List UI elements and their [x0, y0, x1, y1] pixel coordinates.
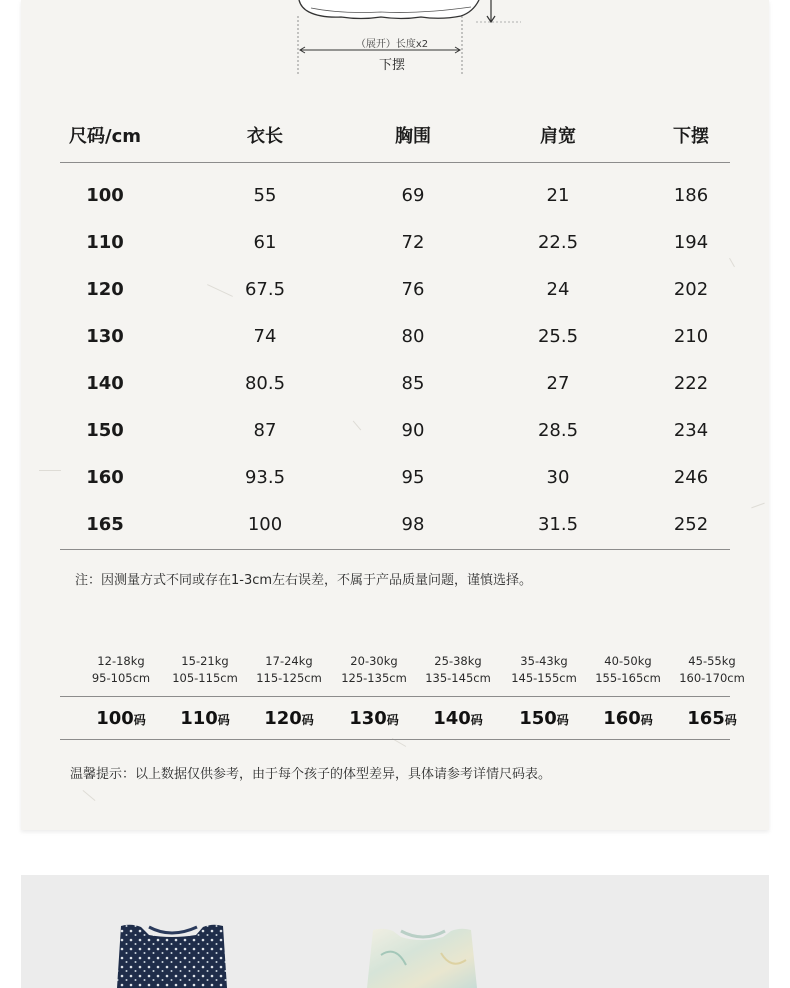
weight-range: 40-50kg — [604, 654, 652, 668]
product-preview — [21, 875, 769, 988]
size-table-header — [60, 112, 730, 163]
height-range: 145-155cm — [511, 671, 577, 685]
size-label — [603, 708, 653, 729]
size-number: 160 — [603, 708, 641, 729]
size-unit: 码 — [133, 713, 146, 727]
height-range: 160-170cm — [679, 671, 745, 685]
measurement-note: 注：因测量方式不同或存在1-3cm左右误差，不属于产品质量问题，谨慎选择。 — [75, 573, 533, 588]
weight-range: 45-55kg — [688, 654, 736, 668]
size-unit: 码 — [724, 713, 737, 727]
header-size: 尺码/cm — [69, 126, 141, 147]
length-cell: 61 — [253, 232, 277, 253]
size-number: 110 — [180, 708, 218, 729]
chest-cell: 85 — [401, 373, 425, 394]
size-table — [60, 112, 730, 550]
size-cell: 110 — [86, 232, 124, 253]
fit-chart-ranges — [60, 648, 745, 697]
header-hem: 下摆 — [673, 126, 709, 147]
size-number: 140 — [433, 708, 471, 729]
size-label — [180, 708, 230, 729]
height-range: 95-105cm — [91, 671, 151, 685]
shoulder-cell: 24 — [546, 279, 570, 300]
shoulder-cell: 31.5 — [537, 514, 579, 535]
hem-cell: 186 — [673, 185, 709, 206]
table-row — [60, 266, 730, 313]
header-shoulder: 肩宽 — [540, 126, 576, 147]
texture-speck — [751, 503, 764, 509]
size-cell: 165 — [86, 514, 124, 535]
hem-cell: 202 — [673, 279, 709, 300]
size-unit: 码 — [217, 713, 230, 727]
weight-range: 35-43kg — [520, 654, 568, 668]
weight-range: 25-38kg — [434, 654, 482, 668]
chest-cell: 69 — [401, 185, 425, 206]
shoulder-cell: 28.5 — [537, 420, 579, 441]
size-label — [349, 708, 399, 729]
hem-cell: 252 — [673, 514, 709, 535]
length-cell: 55 — [253, 185, 277, 206]
length-cell: 93.5 — [244, 467, 286, 488]
product-photos — [21, 875, 769, 988]
length-cell: 100 — [247, 514, 283, 535]
size-cell: 130 — [86, 326, 124, 347]
table-row — [60, 313, 730, 360]
size-number: 150 — [519, 708, 557, 729]
size-guide-card — [21, 0, 769, 830]
length-cell: 67.5 — [244, 279, 286, 300]
garment-diagram — [21, 0, 769, 80]
size-unit: 码 — [640, 713, 653, 727]
shoulder-cell: 27 — [546, 373, 570, 394]
size-unit: 码 — [470, 713, 483, 727]
shoulder-cell: 25.5 — [537, 326, 579, 347]
height-range: 105-115cm — [172, 671, 238, 685]
table-row — [60, 360, 730, 407]
hem-cell: 222 — [673, 373, 709, 394]
height-range: 115-125cm — [256, 671, 322, 685]
chest-cell: 80 — [401, 326, 425, 347]
table-row — [60, 172, 730, 219]
size-cell: 140 — [86, 373, 124, 394]
table-row — [60, 501, 730, 548]
header-chest: 胸围 — [395, 126, 431, 147]
height-range: 125-135cm — [341, 671, 407, 685]
texture-speck — [39, 470, 61, 471]
length-cell: 87 — [253, 420, 277, 441]
navy-dress-photo — [117, 925, 227, 988]
length-cell: 74 — [253, 326, 277, 347]
size-number: 165 — [687, 708, 725, 729]
table-row — [60, 219, 730, 266]
weight-range: 15-21kg — [181, 654, 229, 668]
weight-range: 12-18kg — [97, 654, 145, 668]
length-cell: 80.5 — [244, 373, 286, 394]
table-row — [60, 454, 730, 501]
chest-cell: 95 — [401, 467, 425, 488]
chest-cell: 72 — [401, 232, 425, 253]
table-row — [60, 407, 730, 454]
size-label — [519, 708, 569, 729]
hem-label: 下摆 — [378, 58, 405, 73]
fit-chart-sizes — [60, 697, 737, 740]
shoulder-cell: 22.5 — [537, 232, 579, 253]
size-label — [264, 708, 314, 729]
size-number: 130 — [349, 708, 387, 729]
size-unit: 码 — [301, 713, 314, 727]
chest-cell: 76 — [401, 279, 425, 300]
shoulder-cell: 21 — [546, 185, 570, 206]
height-range: 155-165cm — [595, 671, 661, 685]
size-unit: 码 — [386, 713, 399, 727]
texture-speck — [83, 790, 96, 801]
size-label — [96, 708, 146, 729]
reference-tip: 温馨提示：以上数据仅供参考，由于每个孩子的体型差异，具体请参考详情尺码表。 — [70, 767, 552, 782]
hem-cell: 210 — [673, 326, 709, 347]
hem-cell: 194 — [673, 232, 709, 253]
size-number: 120 — [264, 708, 302, 729]
size-unit: 码 — [556, 713, 569, 727]
chest-cell: 90 — [401, 420, 425, 441]
size-table-body — [60, 163, 730, 550]
size-cell: 150 — [86, 420, 124, 441]
fit-chart — [60, 648, 745, 740]
size-label — [687, 708, 737, 729]
size-cell: 100 — [86, 185, 124, 206]
shoulder-cell: 30 — [546, 467, 570, 488]
size-cell: 120 — [86, 279, 124, 300]
size-cell: 160 — [86, 467, 124, 488]
floral-dress-photo — [367, 929, 477, 988]
chest-cell: 98 — [401, 514, 425, 535]
hem-cell: 234 — [673, 420, 709, 441]
header-length: 衣长 — [247, 126, 283, 147]
weight-range: 17-24kg — [265, 654, 313, 668]
size-label — [433, 708, 483, 729]
height-range: 135-145cm — [425, 671, 491, 685]
weight-range: 20-30kg — [350, 654, 398, 668]
hem-cell: 246 — [673, 467, 709, 488]
expanded-length-label: （展开）长度x2 — [355, 39, 429, 50]
size-number: 100 — [96, 708, 134, 729]
